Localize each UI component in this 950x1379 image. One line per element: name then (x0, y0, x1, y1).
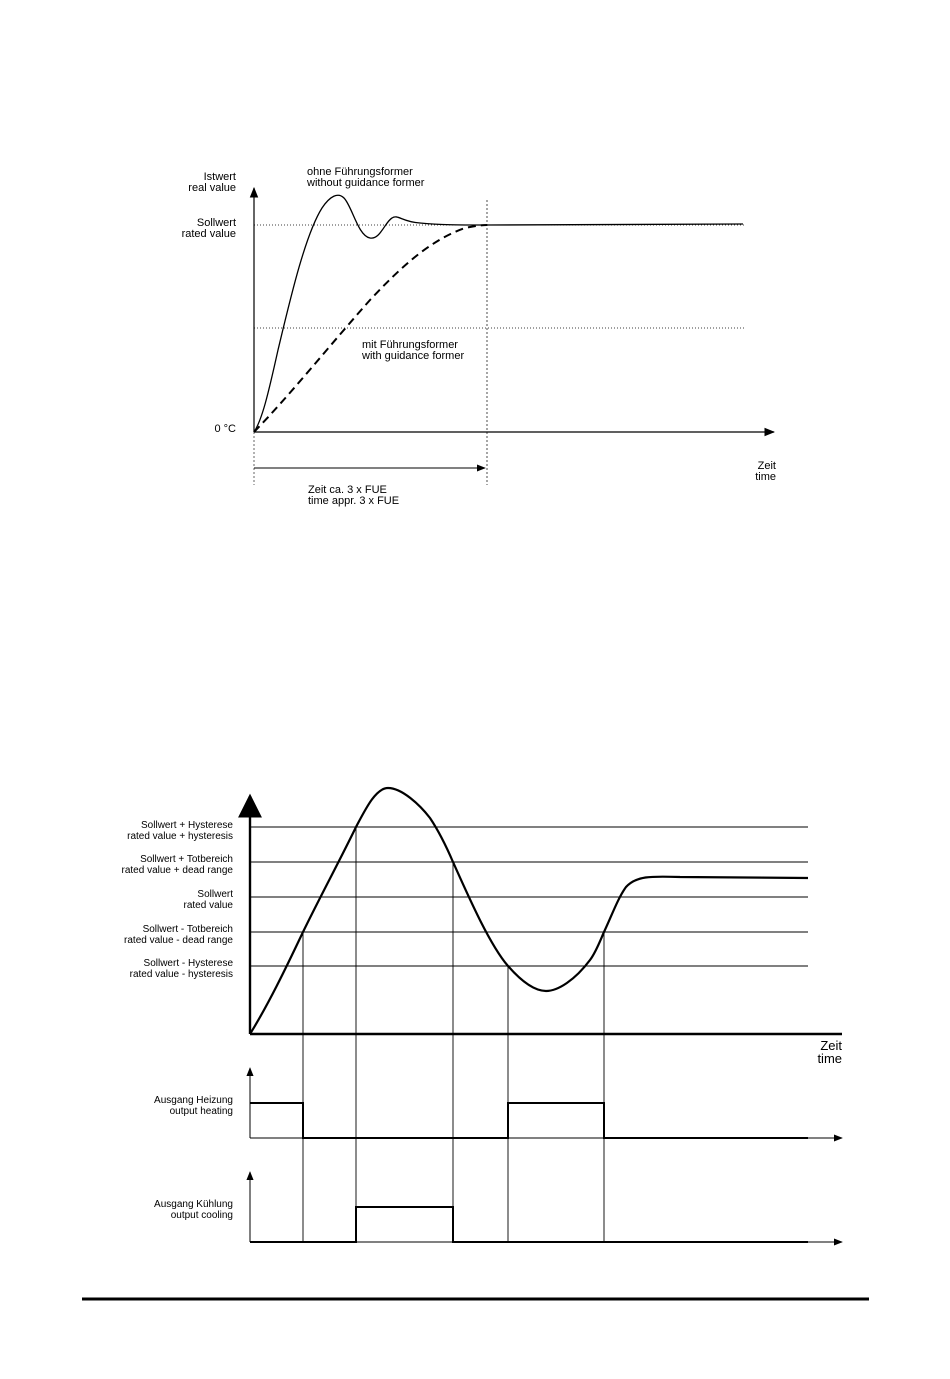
heating-label-en: output heating (169, 1106, 233, 1117)
step-response-diagram (182, 166, 776, 507)
curve-with-label-en: with guidance former (362, 350, 465, 362)
heating-label-de: Ausgang Heizung (154, 1095, 233, 1106)
level-label-setpoint-de: Sollwert (197, 889, 233, 900)
time-span-label-de: Zeit ca. 3 x FUE (308, 484, 387, 496)
curve-without-label-en: without guidance former (307, 177, 425, 189)
process-value-curve (250, 788, 808, 1034)
level-label-minus-hysteresis-en: rated value - hysteresis (129, 969, 233, 980)
curve-with-label-de: mit Führungsformer (362, 339, 458, 351)
x-axis-label-en: time (755, 471, 776, 483)
y-axis-label-en: real value (188, 182, 236, 194)
level-label-minus-dead-range-en: rated value - dead range (124, 935, 233, 946)
level-label-plus-hysteresis-en: rated value + hysteresis (127, 831, 233, 842)
y-axis-label-de: Istwert (203, 171, 236, 183)
heating-signal (250, 1103, 808, 1138)
setpoint-label-de: Sollwert (196, 217, 236, 229)
main-x-axis-label-en: time (817, 1051, 842, 1066)
cooling-label-en: output cooling (170, 1210, 233, 1221)
x-axis-label-de: Zeit (757, 460, 776, 472)
cooling-output-diagram (154, 1172, 842, 1242)
hysteresis-control-diagram (122, 788, 843, 1242)
level-label-setpoint-en: rated value (183, 900, 233, 911)
setpoint-label-en: rated value (181, 228, 236, 240)
curve-with-guidance-former (254, 225, 487, 432)
level-label-plus-dead-range-de: Sollwert + Totbereich (140, 854, 233, 865)
main-x-axis-label-de: Zeit (820, 1038, 842, 1053)
level-label-minus-hysteresis-de: Sollwert - Hysterese (143, 958, 233, 969)
level-label-plus-dead-range-en: rated value + dead range (121, 865, 233, 876)
heating-output-diagram (154, 1068, 842, 1138)
curve-without-guidance-former (254, 195, 743, 432)
cooling-label-de: Ausgang Kühlung (154, 1199, 233, 1210)
curve-without-label-de: ohne Führungsformer (307, 166, 413, 178)
zero-label: 0 °C (214, 423, 236, 435)
level-label-plus-hysteresis-de: Sollwert + Hysterese (141, 820, 233, 831)
level-label-minus-dead-range-de: Sollwert - Totbereich (142, 924, 233, 935)
cooling-signal (250, 1207, 808, 1242)
time-span-label-en: time appr. 3 x FUE (308, 495, 400, 507)
